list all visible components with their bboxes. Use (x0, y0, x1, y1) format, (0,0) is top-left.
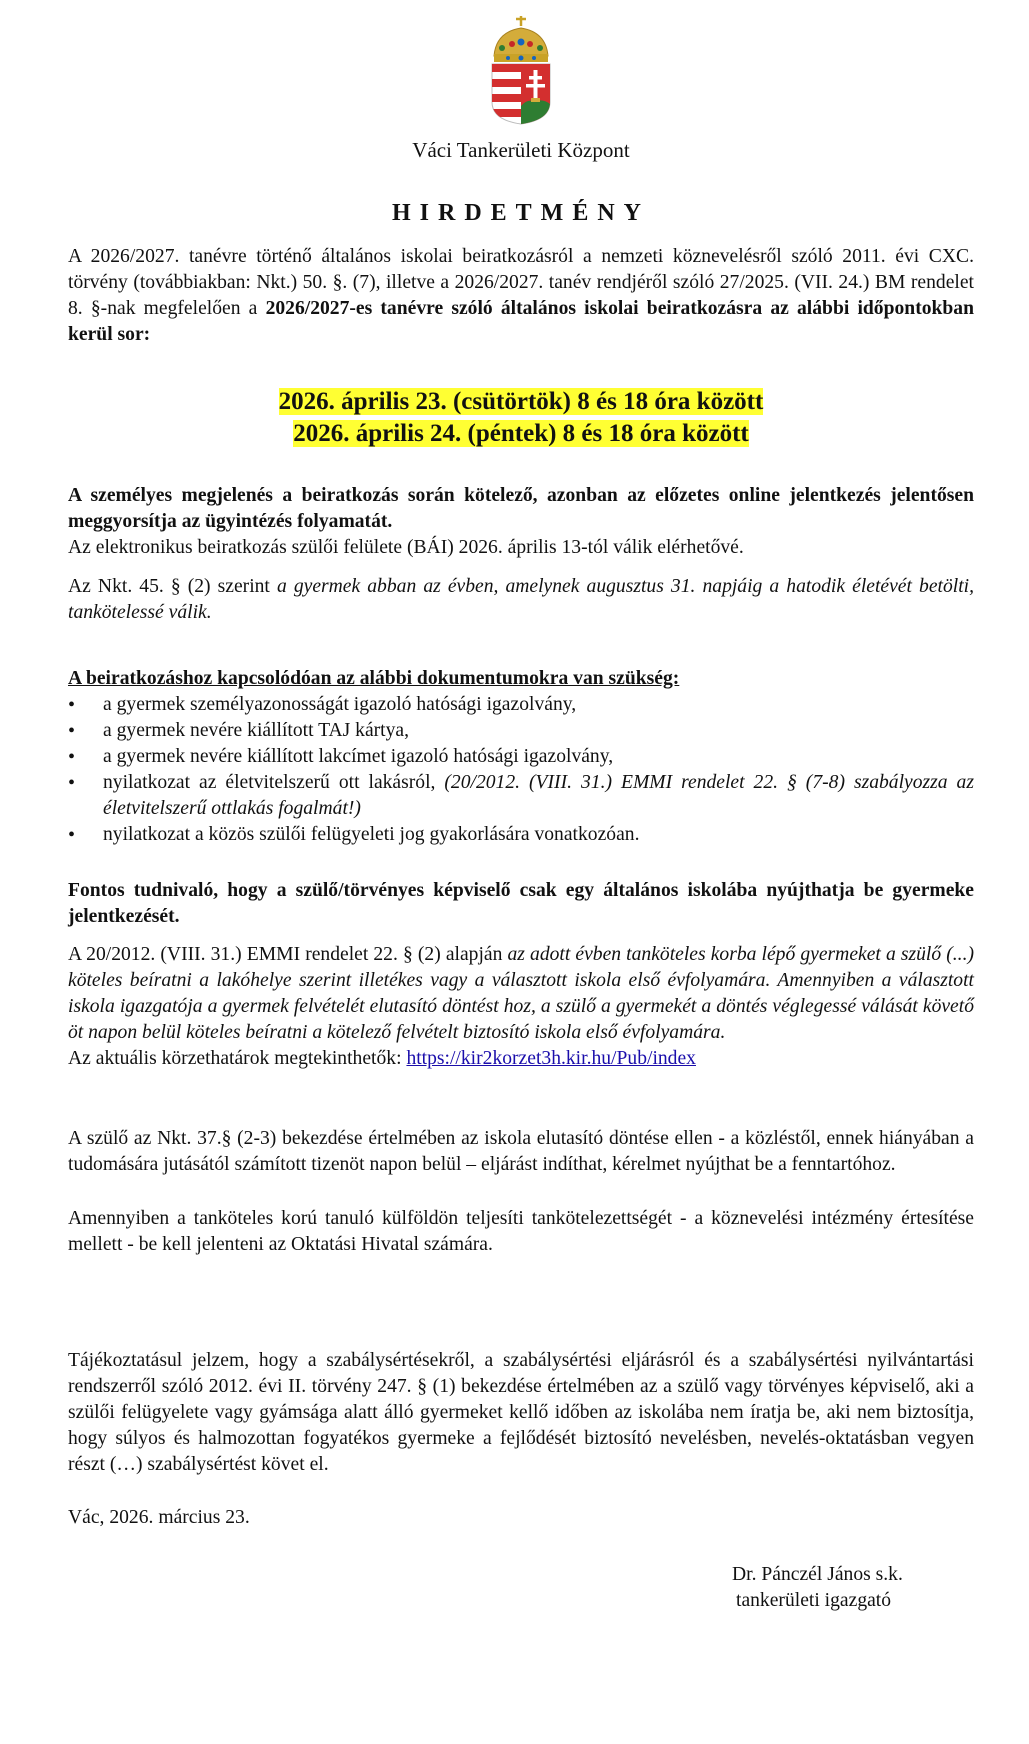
organization-name: Váci Tankerületi Központ (412, 138, 630, 162)
document-item-text: nyilatkozat az életvitelszerű ott lakásról, (103, 772, 445, 793)
nkt45-prefix: Az Nkt. 45. § (2) szerint (68, 576, 277, 597)
intro-text: A 2026/2027. tanévre történő általános iskolai beiratkozásról a nemzeti köznevelésről szóló 2011. évi CXC. törvény (továbbiakban: Nkt.) 50. §. (7), illetve a 2026/2027. tanév rendjéről szóló 27/2025. (VII. 24.) BM rendelet 8. §-nak megfelelően a (68, 246, 974, 319)
document-item-note: (20/2012. (VIII. 31.) EMMI rendelet 22. § (7-8) szabályozza az életvitelszerű ottlakás fogalmát!) (103, 772, 974, 819)
appeal-paragraph: A szülő az Nkt. 37.§ (2-3) bekezdése értelmében az iskola elutasító döntése ellen - a közléstől, ennek hiányában a tudomására jutásától számított tizenöt napon belül – eljárást indíthat, kérelmet nyújthat be a fenntartóhoz. (68, 1128, 974, 1175)
document-item (68, 692, 974, 718)
documents-section (68, 666, 974, 848)
enrollment-date-2: 2026. április 24. (péntek) 8 és 18 óra között (293, 420, 749, 447)
document-item (68, 822, 974, 848)
abroad-paragraph: Amennyiben a tanköteles korú tanuló külföldön teljesíti tankötelezettségét - a köznevelési intézmény értesítése mellett - be kell jelenteni az Oktatási Hivatal számára. (68, 1208, 974, 1255)
personal-appearance-section (68, 483, 974, 561)
offence-paragraph: Tájékoztatásul jelzem, hogy a szabálysértésekről, a szabálysértési eljárásról és a szabálysértési nyilvántartási rendszerről szóló 2012. évi II. törvény 247. § (1) bekezdése értelmében az a szülő vagy törvényes képviselő, aki a szülői felügyelete vagy gyámsága alatt álló gyermeket kellő időben az iskolába nem íratja be, aki nem biztosítja, hogy súlyos és halmozottan fogyatékos gyermeke a fejlődését biztosító nevelésben, nevelés-oktatásban vegyen részt (…) szabálysértést követ el. (68, 1350, 974, 1475)
district-link-label: Az aktuális körzethatárok megtekinthetők: (68, 1048, 407, 1069)
signatory-position: tankerületi igazgató (736, 1590, 892, 1611)
intro-bold-text: 2026/2027-es tanévre szóló általános iskolai beiratkozásra az alábbi időpontokban kerül sor: (68, 298, 975, 345)
place-date: Vác, 2026. március 23. (68, 1507, 250, 1528)
document-item (68, 770, 974, 822)
important-note: Fontos tudnivaló, hogy a szülő/törvényes képviselő csak egy általános iskolába nyújthatja be gyermeke jelentkezését. (68, 880, 974, 927)
enrollment-dates (68, 386, 974, 450)
documents-list (68, 692, 974, 848)
bai-availability-text: Az elektronikus beiratkozás szülői felülete (BÁI) 2026. április 13-tól válik elérhetővé. (68, 537, 744, 558)
emmi-prefix: A 20/2012. (VIII. 31.) EMMI rendelet 22. § (2) alapján (68, 944, 508, 965)
nkt45-italic: a gyermek abban az évben, amelynek augusztus 31. napjáig a hatodik életévét betölti, tankötelessé válik. (68, 576, 974, 623)
document-item-text: nyilatkozat a közös szülői felügyeleti jog gyakorlására vonatkozóan. (103, 824, 640, 845)
intro-paragraph (68, 244, 974, 348)
notice-title: HIRDETMÉNY (391, 200, 650, 226)
enrollment-date-1: 2026. április 23. (csütörtök) 8 és 18 óra között (278, 388, 764, 415)
district-boundaries-link[interactable]: https://kir2korzet3h.kir.hu/Pub/index (406, 1048, 696, 1069)
documents-heading: A beiratkozáshoz kapcsolódóan az alábbi dokumentumokra van szükség: (68, 668, 680, 689)
document-item-text: a gyermek személyazonosságát igazoló hatósági igazolvány, (103, 694, 577, 715)
emmi-section (68, 942, 974, 1072)
signatory-name: Dr. Pánczél János s.k. (732, 1564, 903, 1585)
document-item (68, 718, 974, 744)
coat-of-arms-icon (488, 14, 554, 126)
document-item-text: a gyermek nevére kiállított TAJ kártya, (103, 720, 410, 741)
document-item-text: a gyermek nevére kiállított lakcímet igazoló hatósági igazolvány, (103, 746, 614, 767)
personal-appearance-text: A személyes megjelenés a beiratkozás során kötelező, azonban az előzetes online jelentkezés jelentősen meggyorsítja az ügyintézés folyamatát. (68, 485, 974, 532)
emmi-italic: az adott évben tanköteles korba lépő gyermeket a szülő (...) köteles beíratni a lakóhelye szerint illetékes vagy a választott iskola első évfolyamára. Amennyiben a választott iskola igazgatója a gyermek felvételét elutasító döntést hoz, a szülő a gyermekét a döntés véglegessé válását követő öt napon belül köteles beíratni a kötelező felvételt biztosító iskola első évfolyamára. (68, 944, 974, 1043)
nkt45-paragraph (68, 574, 974, 626)
document-item (68, 744, 974, 770)
